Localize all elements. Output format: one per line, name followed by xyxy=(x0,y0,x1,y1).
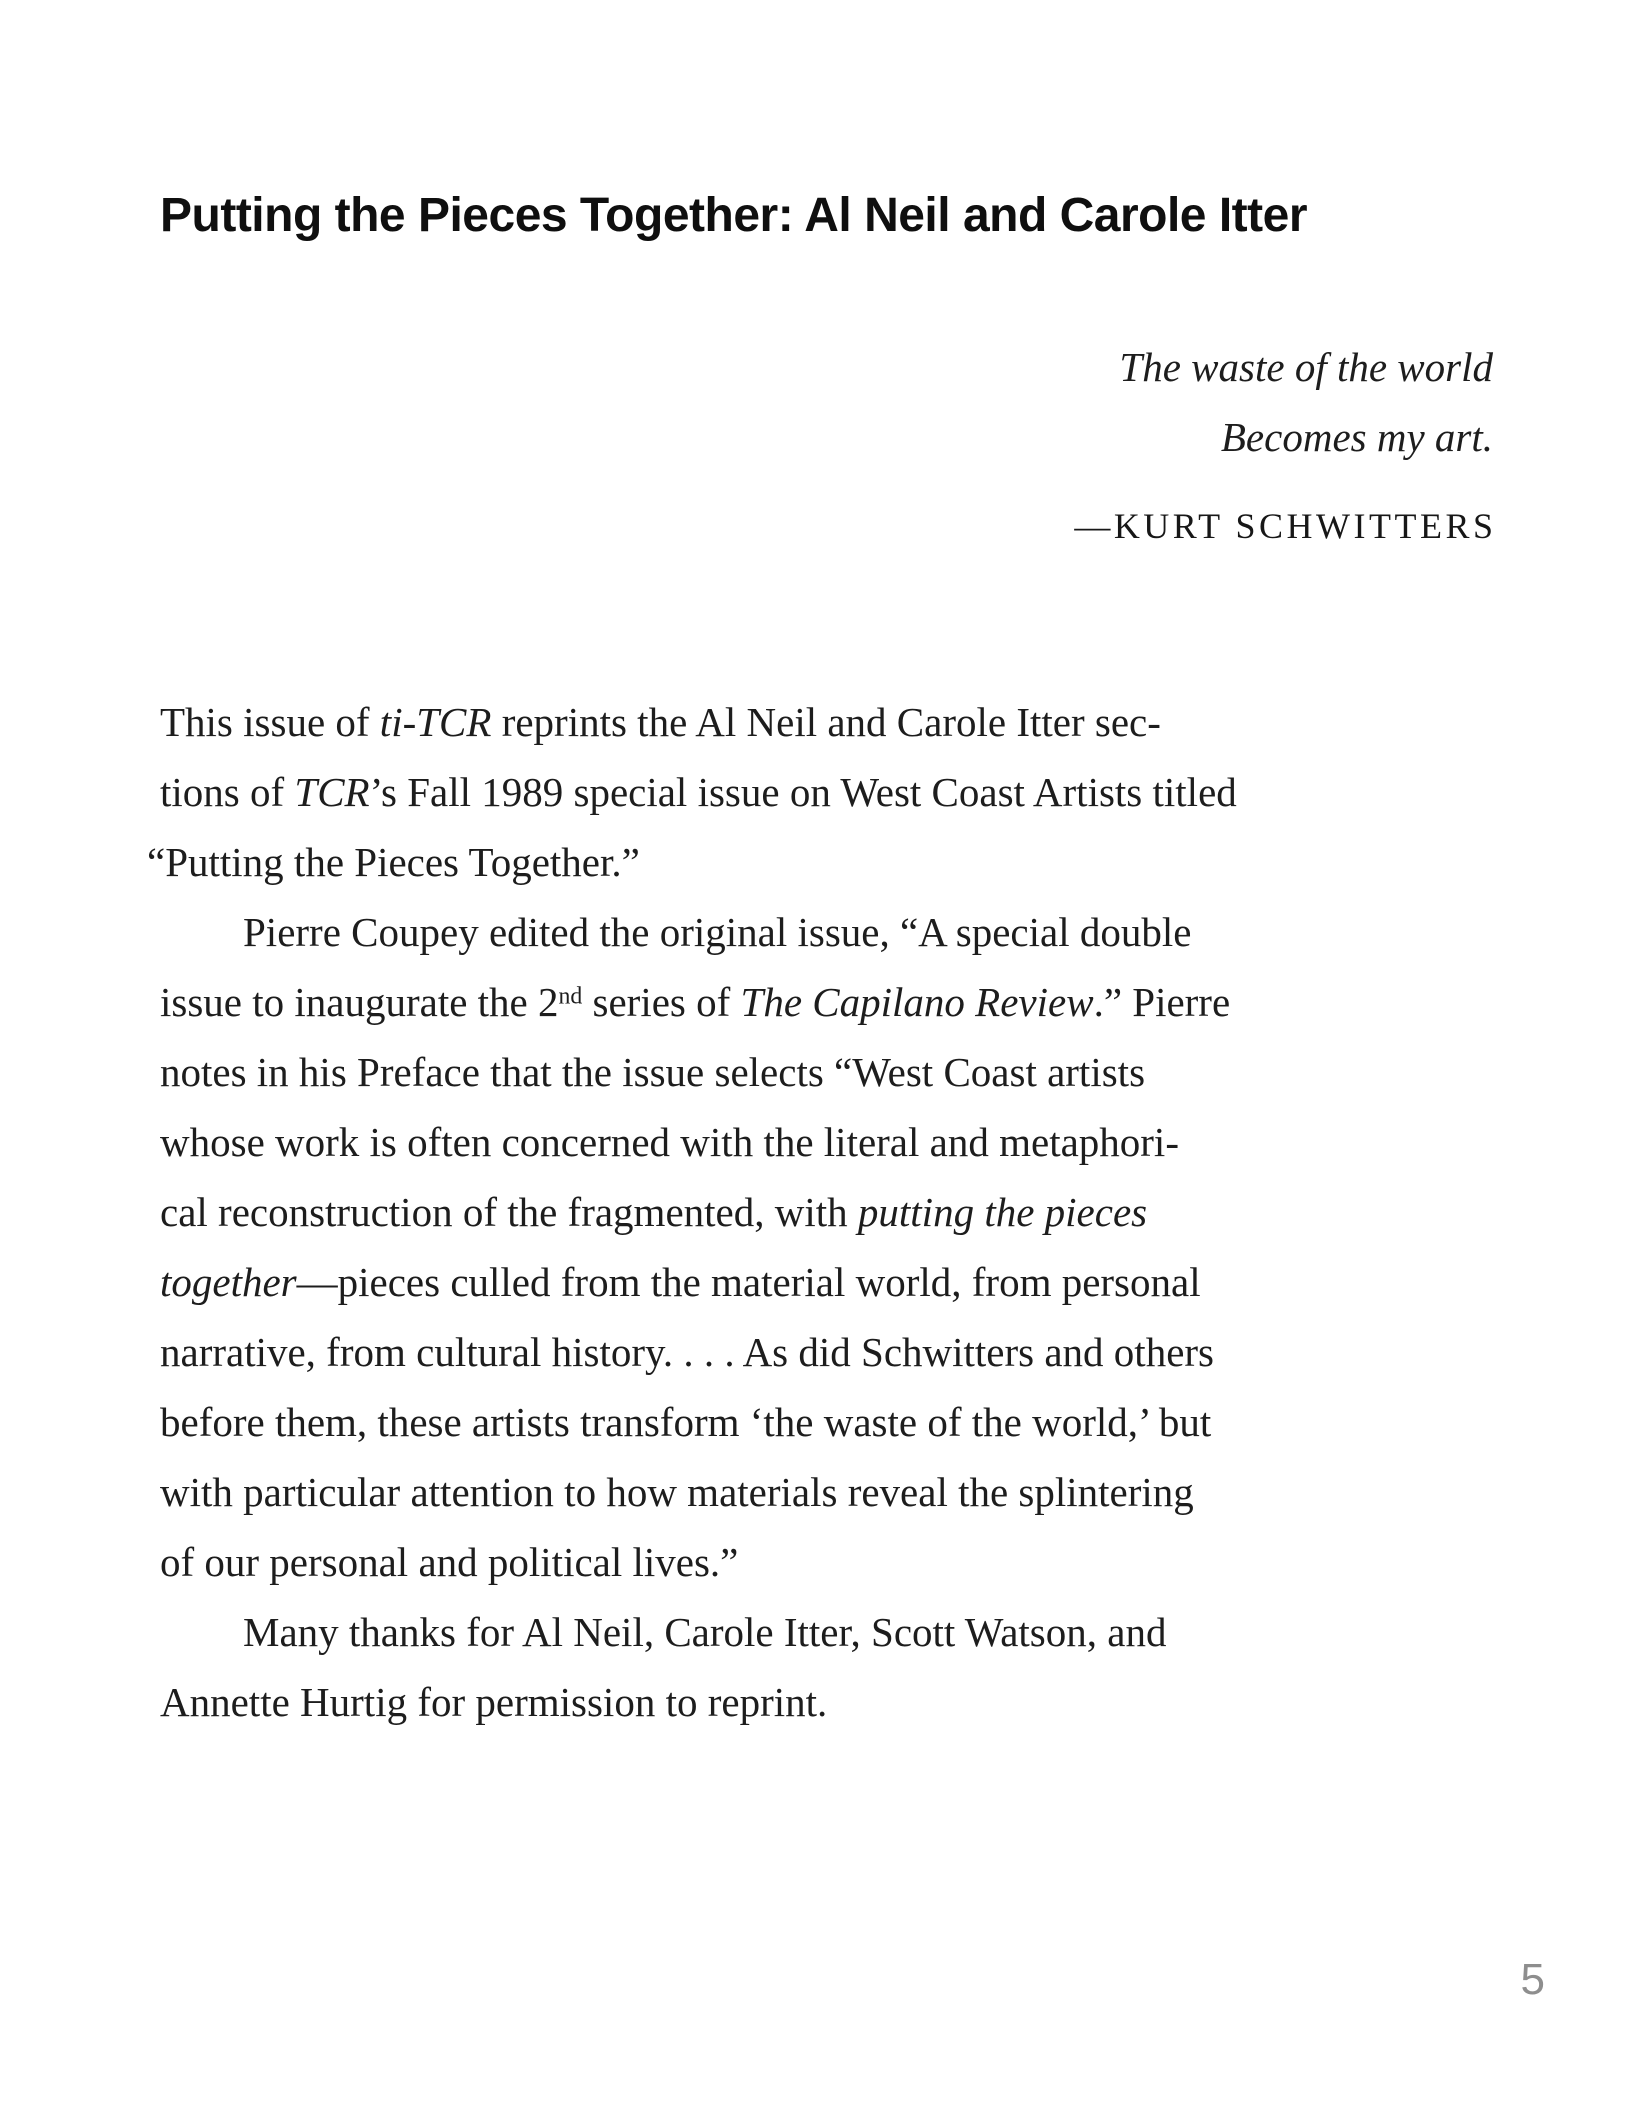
body-line xyxy=(147,827,1500,897)
body-line xyxy=(160,1247,1500,1317)
text-run: Many thanks for Al Neil, Carole Itter, Scott Watson, and xyxy=(243,1609,1167,1655)
body-line xyxy=(160,757,1500,827)
body-line xyxy=(160,687,1500,757)
text-run: narrative, from cultural history. . . . As did Schwitters and others xyxy=(160,1329,1215,1375)
text-run: The Capilano Review xyxy=(740,979,1094,1025)
text-run: “Putting the Pieces Together.” xyxy=(147,839,640,885)
text-run: Pierre Coupey edited the original issue, “A special double xyxy=(243,909,1192,955)
epigraph-line: The waste of the world xyxy=(1119,344,1493,390)
text-run: with particular attention to how materials reveal the splintering xyxy=(160,1469,1194,1515)
text-run: notes in his Preface that the issue selects “West Coast artists xyxy=(160,1049,1146,1095)
text-run: ti-TCR xyxy=(379,699,492,745)
text-run: putting the pieces xyxy=(857,1189,1148,1235)
body-line xyxy=(160,1387,1500,1457)
body-line xyxy=(160,1177,1500,1247)
body-line xyxy=(160,967,1500,1037)
epigraph-attribution: —KURT SCHWITTERS xyxy=(1074,506,1497,546)
epigraph-line: Becomes my art. xyxy=(1220,414,1493,460)
text-run: This issue of xyxy=(160,699,380,745)
text-run: nd xyxy=(558,983,583,1010)
text-run: whose work is often concerned with the literal and metaphori- xyxy=(160,1119,1179,1165)
body-line xyxy=(160,1457,1500,1527)
text-run: ’s Fall 1989 special issue on West Coast Artists titled xyxy=(369,769,1237,815)
page-title: Putting the Pieces Together: Al Neil and Carole Itter xyxy=(160,189,1308,243)
body-line xyxy=(160,1037,1500,1107)
text-run: before them, these artists transform ‘the waste of the world,’ but xyxy=(160,1399,1212,1445)
body-line xyxy=(160,1527,1500,1597)
text-run: Annette Hurtig for permission to reprint. xyxy=(160,1679,828,1725)
text-run: of our personal and political lives.” xyxy=(160,1539,739,1585)
page-number: 5 xyxy=(1520,1955,1545,2004)
text-run: series of xyxy=(582,979,741,1025)
text-run: together xyxy=(160,1259,297,1305)
epigraph xyxy=(1074,332,1497,546)
body-line xyxy=(160,1107,1500,1177)
text-run: tions of xyxy=(160,769,295,815)
text-run: TCR xyxy=(294,769,370,815)
text-run: issue to inaugurate the 2 xyxy=(160,979,559,1025)
text-run: —pieces culled from the material world, from personal xyxy=(296,1259,1201,1305)
text-run: cal reconstruction of the fragmented, with xyxy=(160,1189,858,1235)
body-text xyxy=(147,687,1500,1737)
body-line xyxy=(160,1667,1500,1737)
body-line xyxy=(160,1597,1500,1667)
text-run: reprints the Al Neil and Carole Itter sec- xyxy=(491,699,1161,745)
body-line xyxy=(160,1317,1500,1387)
text-run: .” Pierre xyxy=(1093,979,1231,1025)
body-line xyxy=(160,897,1500,967)
